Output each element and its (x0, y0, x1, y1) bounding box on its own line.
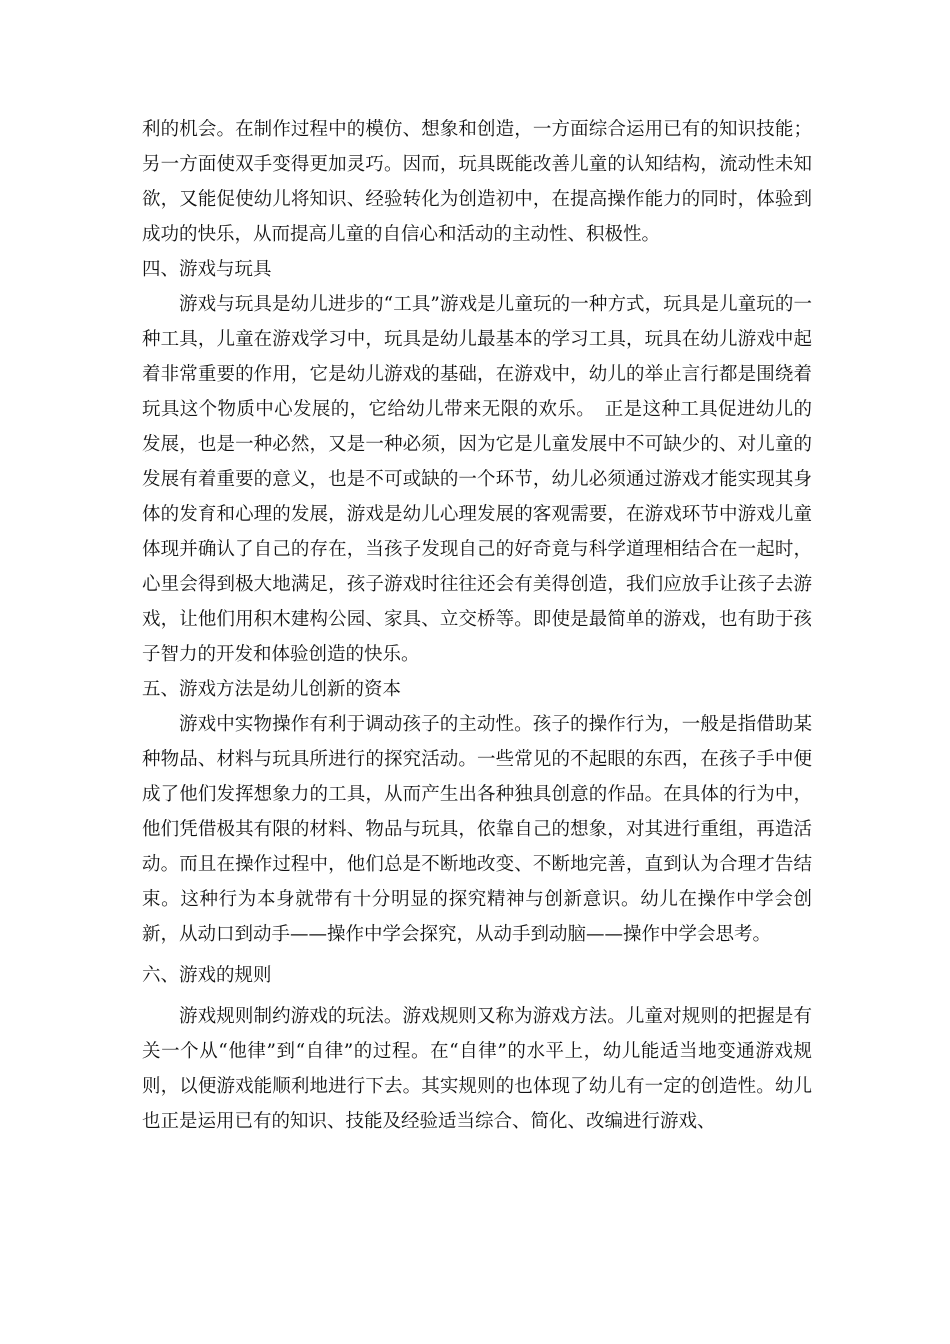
paragraph-games-and-toys: 游戏与玩具是幼儿进步的“工具”游戏是儿童玩的一种方式，玩具是儿童玩的一种工具，儿童在游戏学习中，玩具是幼儿最基本的学习工具，玩具在幼儿游戏中起着非常重要的作用，它是幼儿游戏的基础，在游戏中，幼儿的举止言行都是围绕着玩具这个物质中心发展的，它给幼儿带来无限的欢乐。 正是这种工具促进幼儿的发展，也是一种必然，又是一种必须，因为它是儿童发展中不可缺少的、对儿童的发展有着重要的意义，也是不可或缺的一个环节，幼儿必须通过游戏才能实现其身体的发育和心理的发展，游戏是幼儿心理发展的客观需要，在游戏环节中游戏儿童体现并确认了自己的存在，当孩子发现自己的好奇竟与科学道理相结合在一起时，心里会得到极大地满足，孩子游戏时往往还会有美得创造，我们应放手让孩子去游戏，让他们用积木建构公园、家具、立交桥等。即使是最简单的游戏，也有助于孩子智力的开发和体验创造的快乐。 (142, 294, 812, 665)
paragraph-game-rules: 游戏规则制约游戏的玩法。游戏规则又称为游戏方法。儿童对规则的把握是有关一个从“他律”到“自律”的过程。在“自律”的水平上，幼儿能适当地变通游戏规则，以便游戏能顺利地进行下去。其实规则的也体现了幼儿有一定的创造性。幼儿也正是运用已有的知识、技能及经验适当综合、简化、改编进行游戏、 (142, 1006, 812, 1132)
paragraph-game-methods: 游戏中实物操作有利于调动孩子的主动性。孩子的操作行为，一般是指借助某种物品、材料与玩具所进行的探究活动。一些常见的不起眼的东西，在孩子手中便成了他们发挥想象力的工具，从而产生出各种独具创意的作品。在具体的行为中，他们凭借极其有限的材料、物品与玩具，依靠自己的想象，对其进行重组，再造活动。而且在操作过程中，他们总是不断地改变、不断地完善，直到认为合理才告结束。这种行为本身就带有十分明显的探究精神与创新意识。幼儿在操作中学会创新，从动口到动手——操作中学会探究，从动手到动脑——操作中学会思考。 (142, 714, 812, 945)
document-page (142, 112, 812, 1139)
section-heading-6: 六、游戏的规则 (142, 965, 272, 986)
section-heading-4: 四、游戏与玩具 (142, 259, 272, 280)
paragraph-toy-benefits: 利的机会。在制作过程中的模仿、想象和创造，一方面综合运用已有的知识技能；另一方面使双手变得更加灵巧。因而，玩具既能改善儿童的认知结构，流动性未知欲，又能促使幼儿将知识、经验转化为创造初中，在提高操作能力的同时，体验到成功的快乐，从而提高儿童的自信心和活动的主动性、积极性。 (142, 119, 812, 245)
section-heading-5: 五、游戏方法是幼儿创新的资本 (142, 679, 402, 700)
